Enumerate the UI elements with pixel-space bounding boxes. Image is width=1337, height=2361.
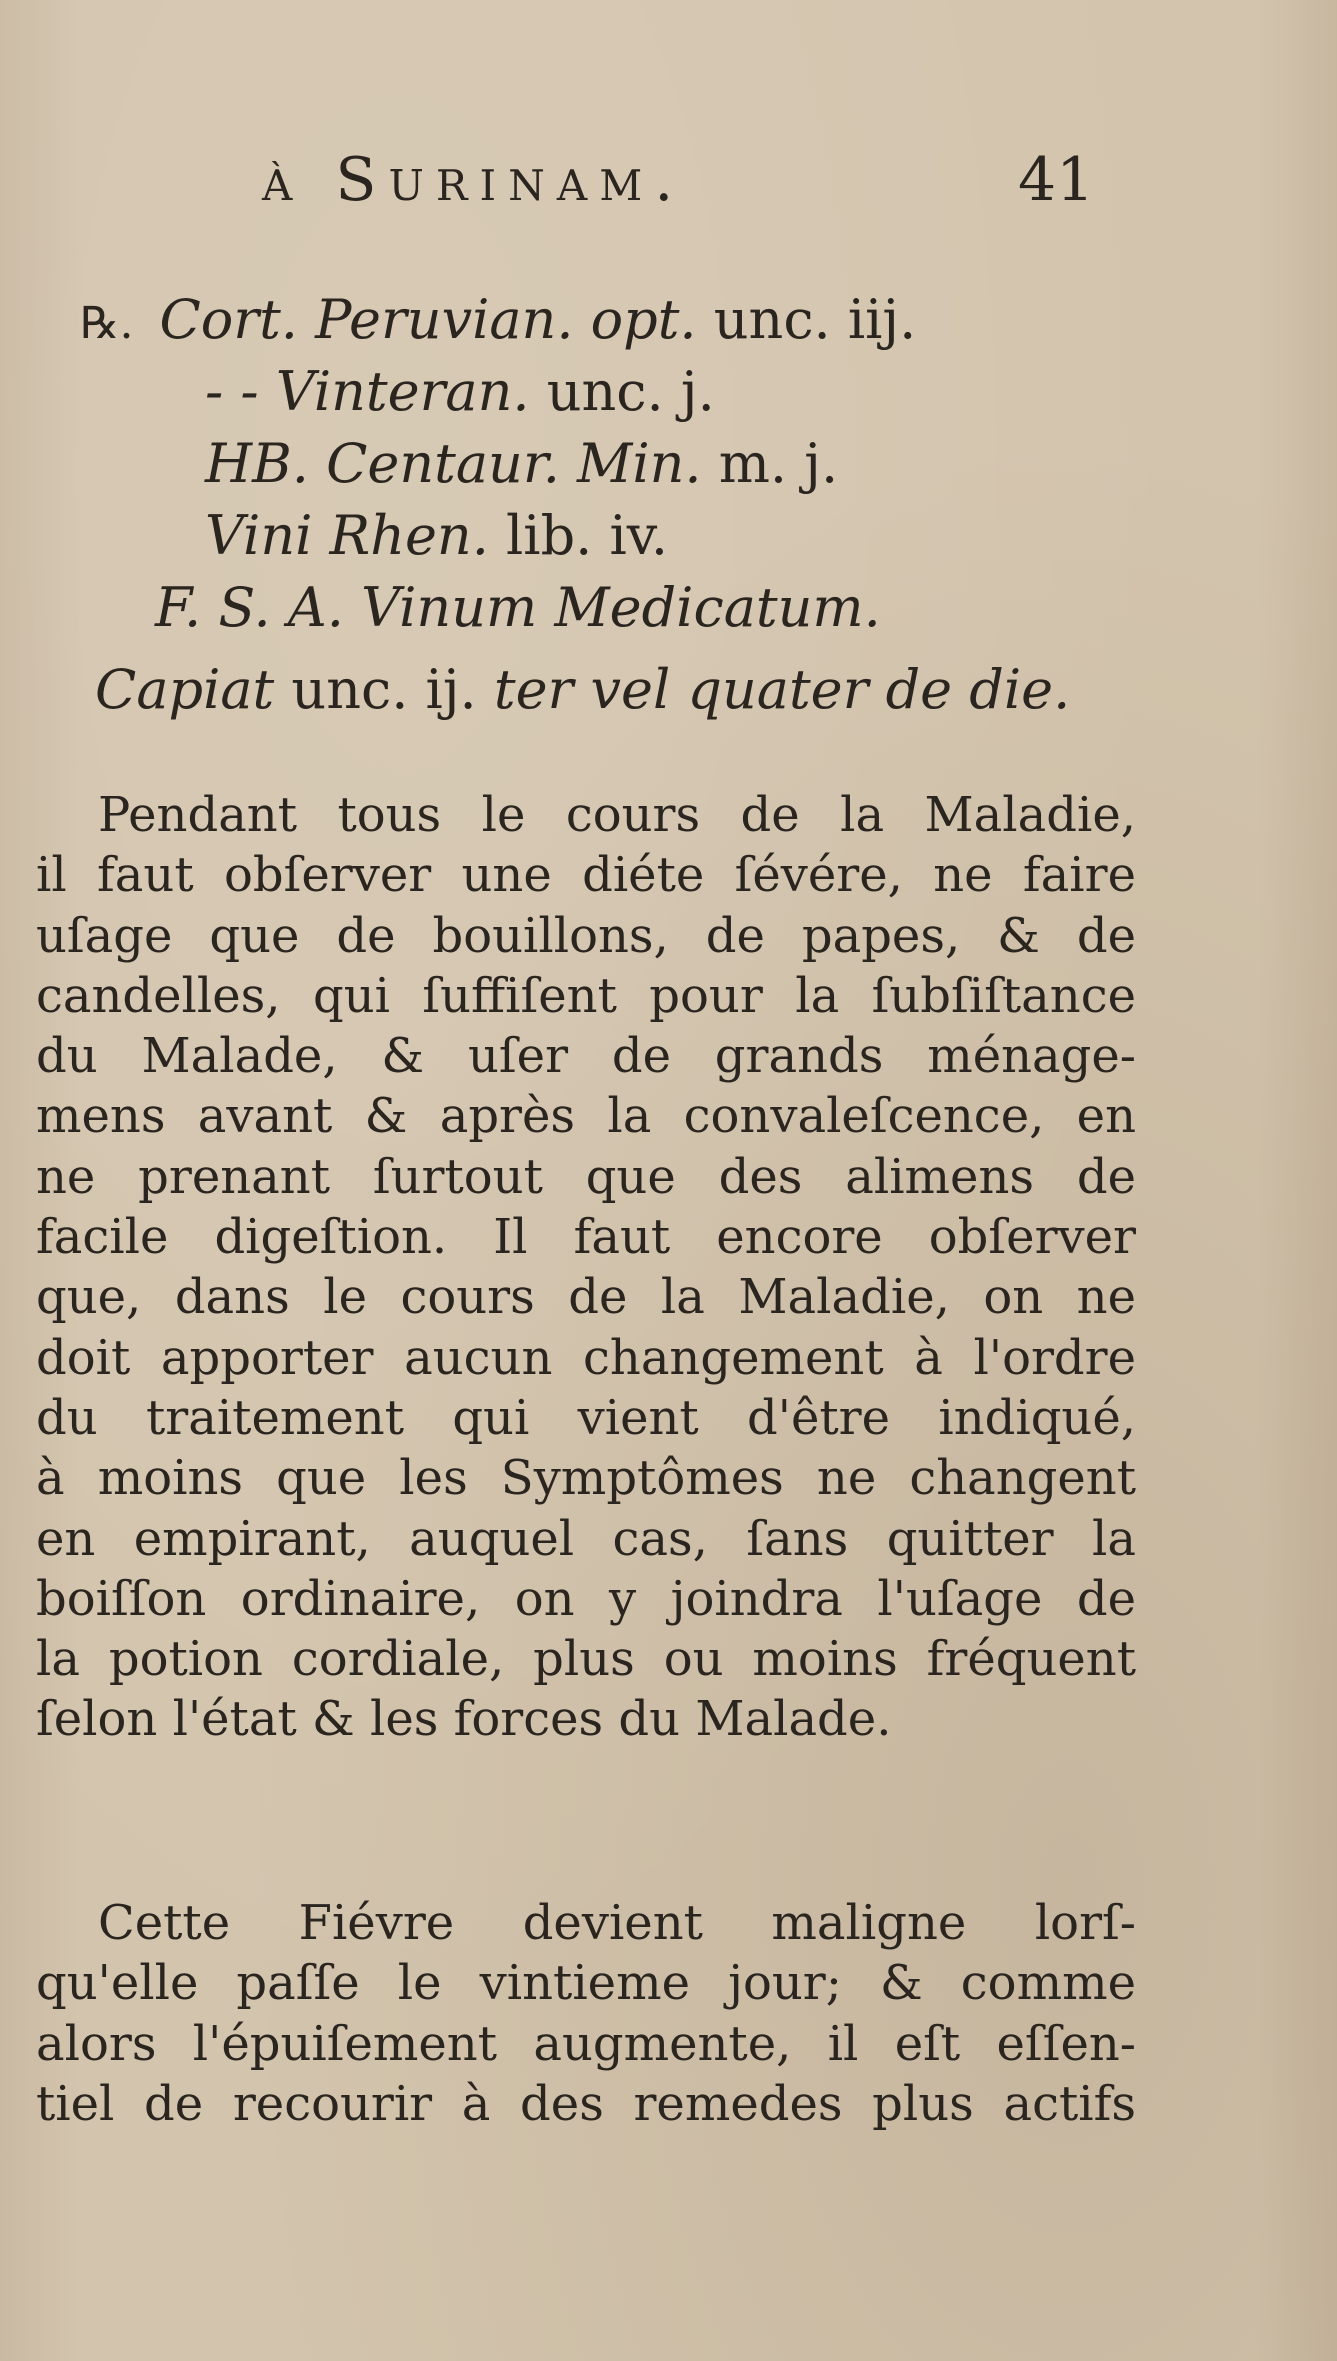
- text-line: tiel de recourir à des remedes plus actifs: [36, 2075, 1136, 2132]
- paragraph-2: [36, 1893, 1136, 2134]
- text-line: boiſſon ordinaire, on y joindra l'uſage de: [36, 1570, 1136, 1627]
- recipe-symbol: ℞.: [80, 298, 134, 349]
- prescription-dose: lib. iv.: [488, 504, 669, 567]
- text-line: Pendant tous le cours de la Maladie,: [98, 787, 1136, 843]
- prescription-instruction: F. S. A. Vinum Medicatum.: [155, 576, 881, 639]
- text-line: que, dans le cours de la Maladie, on ne: [36, 1269, 1136, 1326]
- prescription-ingredient: Cort. Peruvian. opt.: [159, 288, 697, 351]
- prescription-line: [205, 429, 838, 499]
- prescription-line: [205, 357, 715, 427]
- text-line: mens avant & après la convaleſcence, en: [36, 1088, 1136, 1145]
- prescription-line: [95, 655, 1070, 725]
- prescription-ingredient: HB. Centaur. Min.: [205, 432, 702, 495]
- text-line: Cette Fiévre devient maligne lorſ-: [98, 1895, 1136, 1951]
- text-line: facile digeſtion. Il faut encore obſerver: [36, 1209, 1136, 1266]
- prescription-dose: unc. j.: [529, 360, 715, 423]
- text-line: du traitement qui vient d'être indiqué,: [36, 1389, 1136, 1446]
- prescription-ingredient: Vini Rhen.: [205, 504, 489, 567]
- text-line: qu'elle paſſe le vintieme jour; & comme: [36, 1955, 1136, 2012]
- prescription-instruction: Capiat: [95, 658, 275, 721]
- text-line: ne prenant ſurtout que des alimens de: [36, 1148, 1136, 1205]
- prescription-line: [80, 285, 916, 359]
- text-line: uſage que de bouillons, de papes, & de: [36, 907, 1136, 964]
- prescription-frequency: ter vel quater de die.: [493, 658, 1071, 721]
- prescription-line: [155, 573, 881, 643]
- text-line: il faut obſerver une diéte ſévére, ne faire: [36, 847, 1136, 904]
- text-line: la potion cordiale, plus ou moins fréquent: [36, 1631, 1136, 1688]
- text-line: du Malade, & uſer de grands ménage-: [36, 1028, 1136, 1085]
- text-line: alors l'épuiſement augmente, il eſt eſſen-: [36, 2015, 1136, 2072]
- page-number: 41: [1018, 145, 1095, 215]
- paragraph-1: [36, 785, 1136, 1750]
- running-head: [0, 145, 1337, 225]
- prescription-dose: unc. iij.: [696, 288, 917, 351]
- text-line: doit apporter aucun changement à l'ordre: [36, 1329, 1136, 1386]
- text-line: en empirant, auquel cas, ſans quitter la: [36, 1510, 1136, 1567]
- text-line: ſelon l'état & les forces du Malade.: [36, 1691, 892, 1748]
- prescription-dose: m. j.: [701, 432, 839, 495]
- running-head-title: à Surinam.: [262, 145, 686, 215]
- prescription-line: [205, 501, 668, 571]
- text-line: à moins que les Symptômes ne changent: [36, 1450, 1136, 1507]
- text-line: candelles, qui ſuffiſent pour la ſubſiſtance: [36, 967, 1136, 1024]
- prescription-dose: unc. ij.: [274, 658, 494, 721]
- prescription-ingredient: - - Vinteran.: [205, 360, 530, 423]
